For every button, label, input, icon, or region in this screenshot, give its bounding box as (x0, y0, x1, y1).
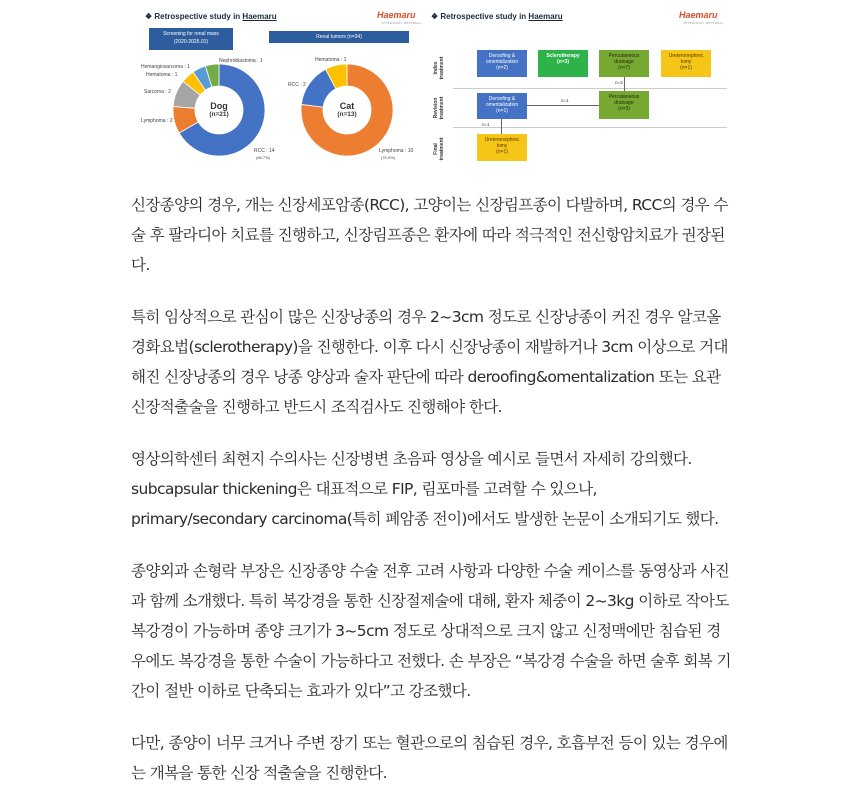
article-paragraph: 신장종양의 경우, 개는 신장세포암종(RCC), 고양이는 신장림프종이 다발하며, RCC의 경우 수술 후 팔라디아 치료를 진행하고, 신장림프종은 환자에 따라 적극적인 전신항암치료가 권장된다. (131, 196, 728, 274)
article-paragraph: 영상의학센터 최현지 수의사는 신장병변 초음파 영상을 예시로 들면서 자세히 강의했다. subcapsular thickening은 대표적으로 FIP, 림포마를 고려할 수 있으나, primary/secondary carcinoma(특히 폐암종 전이)에서도 발생한 논문이 소개되기도 했다. (131, 450, 719, 528)
haemaru-logo: Haemaru (679, 10, 718, 20)
dog-label: Sarcoma : 2 (144, 89, 171, 95)
arrow-revision-to-final (501, 119, 502, 134)
dog-donut-chart (141, 6, 427, 168)
box-percutaneous-index: Percutaneous drainage (n=7) (599, 50, 649, 77)
article-paragraph: 다만, 종양이 너무 크거나 주변 장기 또는 혈관으로의 침습된 경우, 호흡부전 등이 있는 경우에는 개복을 통한 신장 적출술을 진행한다. (131, 734, 728, 782)
screening-tag: Screening for renal mass (2020-2025.01) (149, 28, 233, 50)
renal-tumor-panel (141, 6, 427, 168)
arrow-revision-left (527, 105, 599, 106)
panel-title: ❖ Retrospective study in Haemaru (145, 12, 277, 21)
article-body (131, 190, 731, 810)
haemaru-logo: Haemaru (377, 10, 416, 20)
box-ureteronephrectomy-index: Ureteronephrec tomy (n=1) (661, 50, 711, 77)
cat-label: Lymphoma : 10 (379, 148, 414, 154)
panel-title: ❖ Retrospective study in Haemaru (431, 12, 563, 21)
cat-label: Hematoma : 1 (315, 57, 347, 63)
box-ureteronephrectomy-final: Ureteronephrec tomy (n=1) (477, 134, 527, 161)
box-sclerotherapy: Sclerotherapy (n=3) (538, 50, 588, 77)
article-paragraph: 특히 임상적으로 관심이 많은 신장낭종의 경우 2~3cm 정도로 신장낭종이 커진 경우 알코올경화요법(sclerotherapy)을 진행한다. 이후 다시 신장낭종이 재발하거나 3cm 이상으로 거대해진 신장낭종의 경우 낭종 양상과 술자 판단에 따라 deroofing&omentalization 또는 요관신장적출술을 진행하고 반드시 조직검사도 진행해야 한다. (131, 308, 728, 416)
row-divider (453, 88, 727, 89)
dog-label: Hematoma : 1 (146, 72, 178, 78)
box-deroofing-revision: Deroofing & omentalization (n=1) (477, 93, 527, 119)
box-percutaneous-revision: Percutaneous drainage (n=3) (599, 91, 649, 119)
treatment-flow-panel (429, 6, 731, 168)
flow-count: n=1 (482, 122, 490, 127)
cat-center-label: Cat (n=13) (337, 101, 357, 118)
dog-label: Hemangiosarcoma : 1 (141, 64, 190, 70)
flow-count: n=1 (561, 98, 569, 103)
cat-label: RCC : 2 (288, 82, 306, 88)
arrow-index-to-revision (624, 77, 625, 91)
logo-subtitle: VETERINARY REFERRAL (683, 21, 724, 25)
row-label-final: Final treatment (433, 137, 445, 161)
article-paragraph: 종양외과 손형락 부장은 신장종양 수술 전후 고려 사항과 다양한 수술 케이스를 동영상과 사진과 함께 소개했다. 특히 복강경을 통한 신장절제술에 대해, 환자 체중이 2~3kg 이하로 작아도 복강경이 가능하며 종양 크기가 3~5cm 정도로 상대적으로 크지 않고 신정맥에만 침습된 경우에도 복강경을 통한 수술이 가능하다고 전했다. 손 부장은 “복강경 수술을 하면 술후 회복 기간이 절반 이하로 단축되는 효과가 있다”고 강조했다. (131, 562, 731, 700)
renal-tumors-tag: Renal tumors (n=34) (269, 31, 409, 43)
logo-subtitle: VETERINARY REFERRAL (381, 21, 422, 25)
dog-center-label: Dog (n=21) (209, 101, 229, 118)
row-label-index: Index treatment (433, 56, 445, 80)
study-figure (141, 6, 731, 168)
box-deroofing-index: Deroofing & omentalization (n=2) (477, 50, 527, 77)
dog-label: Lymphoma : 2 (141, 118, 173, 124)
dog-label: RCC : 14 (254, 148, 275, 154)
row-divider (453, 127, 727, 128)
cat-label: (76.9%) (381, 155, 396, 160)
row-label-revision: Revision treatment (433, 96, 445, 120)
dog-label: Nephroblastoma : 1 (219, 58, 263, 64)
flow-count: n=3 (615, 80, 623, 85)
dog-label: (66.7%) (256, 155, 271, 160)
